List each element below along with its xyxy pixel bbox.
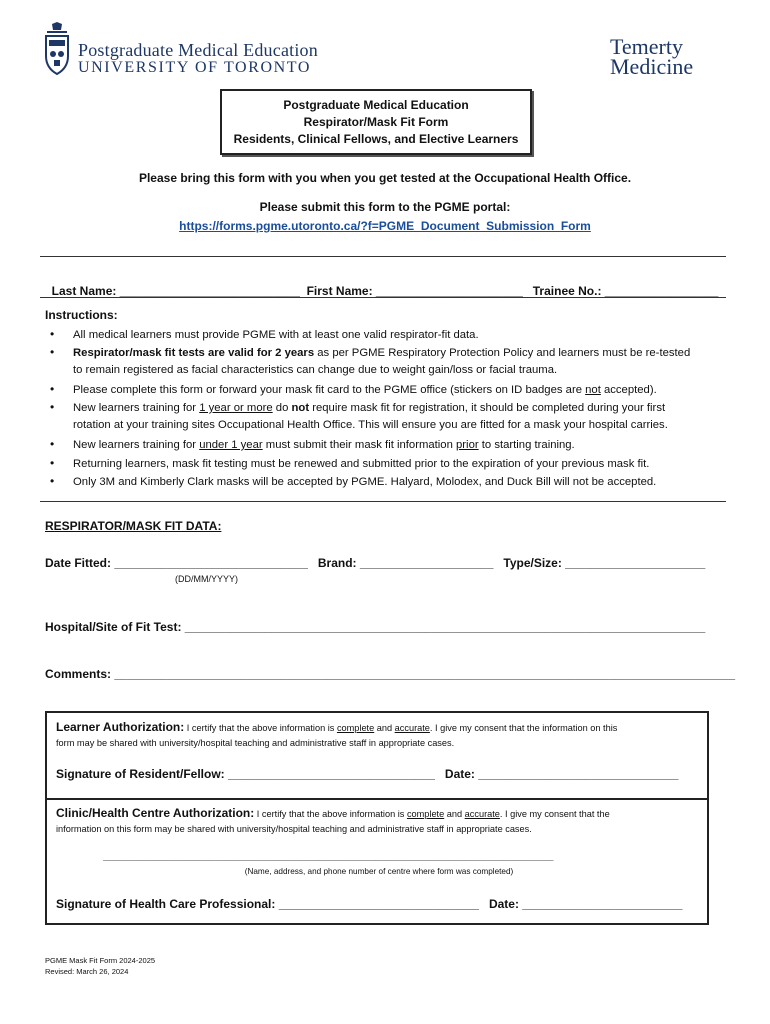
bullet: • xyxy=(50,345,55,359)
bullet: • xyxy=(50,382,55,396)
divider xyxy=(40,297,726,298)
title-line-2: Respirator/Mask Fit Form xyxy=(303,115,449,129)
temerty-logo-line1: Temerty xyxy=(610,34,683,59)
bullet: • xyxy=(50,437,55,451)
authorization-divider xyxy=(45,798,709,800)
clinic-auth-heading: Clinic/Health Centre Authorization: xyxy=(56,806,255,820)
comments-field[interactable]: Comments: _____________________________________________________________________________________________ xyxy=(45,667,736,681)
learner-signature-row xyxy=(56,767,678,781)
learner-authorization: Learner Authorization: I certify that the above information is complete and accurate. I give my consent that the information on this form may be shared with university/hospital teaching and administrative staff in appropriate cases. xyxy=(56,718,696,751)
instruction-6: Returning learners, mask fit testing must be renewed and submitted prior to the expiration of your previous mask fit. xyxy=(73,458,650,470)
clinic-authorization: Clinic/Health Centre Authorization: I certify that the above information is complete and accurate. I give my consent that the information on this form may be shared with university/hospital teaching and administrative staff in appropriate cases. xyxy=(56,804,696,837)
last-name-field[interactable]: Last Name: ___________________________ xyxy=(51,284,300,298)
footer-form-version: PGME Mask Fit Form 2024-2025 xyxy=(45,956,156,965)
bullet: • xyxy=(50,474,55,488)
bullet: • xyxy=(50,456,55,470)
instruction-3: Please complete this form or forward your mask fit card to the PGME office (stickers on ID badges are not accepted). xyxy=(73,384,657,396)
pgme-portal-link[interactable]: https://forms.pgme.utoronto.ca/?f=PGME_Document_Submission_Form xyxy=(179,219,591,233)
name-row xyxy=(45,270,718,298)
footer xyxy=(45,955,155,977)
uoft-logo-text: UNIVERSITY OF TORONTO xyxy=(78,59,312,76)
instruction-4: New learners training for 1 year or more do not require mask fit for registration, it should be completed during your first rotation at your training sites Occupational Health Office. This will ensure you are fitted for a mask your hospital carries. xyxy=(73,402,668,431)
instruction-2: Respirator/mask fit tests are valid for 2 years as per PGME Respiratory Protection Policy and learners must be re-tested to remain registered as facial characteristics can change due to weight gain/loss or facial trauma. xyxy=(73,347,691,376)
type-size-field[interactable]: Type/Size: _____________________ xyxy=(503,556,706,570)
learner-auth-text: form may be shared with university/hospital teaching and administrative staff in appropriate cases. xyxy=(56,738,455,748)
resident-signature-field[interactable]: Signature of Resident/Fellow: _______________________________ xyxy=(56,767,435,781)
hospital-site-field[interactable]: Hospital/Site of Fit Test: ______________________________________________________________________________ xyxy=(45,620,706,634)
fit-data-row xyxy=(45,556,705,570)
pgme-logo-text: Postgraduate Medical Education xyxy=(78,40,318,60)
divider xyxy=(40,256,726,257)
title-line-1: Postgraduate Medical Education xyxy=(283,98,469,112)
fit-data-section-title: RESPIRATOR/MASK FIT DATA: xyxy=(45,519,222,533)
learner-auth-heading: Learner Authorization: xyxy=(56,720,185,734)
hcp-date-field[interactable]: Date: ________________________ xyxy=(488,897,683,911)
bullet: • xyxy=(50,327,55,341)
bullet: • xyxy=(50,400,55,414)
hcp-signature-row xyxy=(56,897,682,911)
footer-revised-date: Revised: March 26, 2024 xyxy=(45,967,129,976)
form-title-box xyxy=(220,89,532,155)
submit-notice: Please submit this form to the PGME portal: xyxy=(259,200,511,214)
first-name-field[interactable]: First Name: ______________________ xyxy=(306,284,523,298)
instruction-1: All medical learners must provide PGME with at least one valid respirator-fit data. xyxy=(73,329,479,341)
bring-form-notice: Please bring this form with you when you get tested at the Occupational Health Office. xyxy=(138,171,632,185)
trainee-no-field[interactable]: Trainee No.: _________________ xyxy=(532,284,719,298)
centre-info-field[interactable]: _________________________________________________________________________________ xyxy=(103,851,554,862)
university-crest-logo xyxy=(44,22,70,78)
date-format-hint: (DD/MM/YYYY) xyxy=(175,574,238,584)
temerty-logo-line2: Medicine xyxy=(610,54,694,79)
instruction-7: Only 3M and Kimberly Clark masks will be accepted by PGME. Halyard, Molodex, and Duck Bill will not be accepted. xyxy=(73,476,657,488)
brand-field[interactable]: Brand: ____________________ xyxy=(317,556,494,570)
hcp-signature-field[interactable]: Signature of Health Care Professional: ______________________________ xyxy=(56,897,479,911)
learner-date-field[interactable]: Date: ______________________________ xyxy=(444,767,679,781)
instruction-5: New learners training for under 1 year must submit their mask fit information prior to starting training. xyxy=(73,439,575,451)
title-line-3: Residents, Clinical Fellows, and Elective Learners xyxy=(233,132,519,146)
date-fitted-field[interactable]: Date Fitted: _____________________________ xyxy=(45,556,308,570)
clinic-auth-text: information on this form may be shared with university/hospital teaching and administrative staff in appropriate cases. xyxy=(56,824,532,834)
centre-info-caption: (Name, address, and phone number of centre where form was completed) xyxy=(244,867,514,876)
divider xyxy=(40,501,726,502)
instructions-title: Instructions: xyxy=(45,308,118,322)
